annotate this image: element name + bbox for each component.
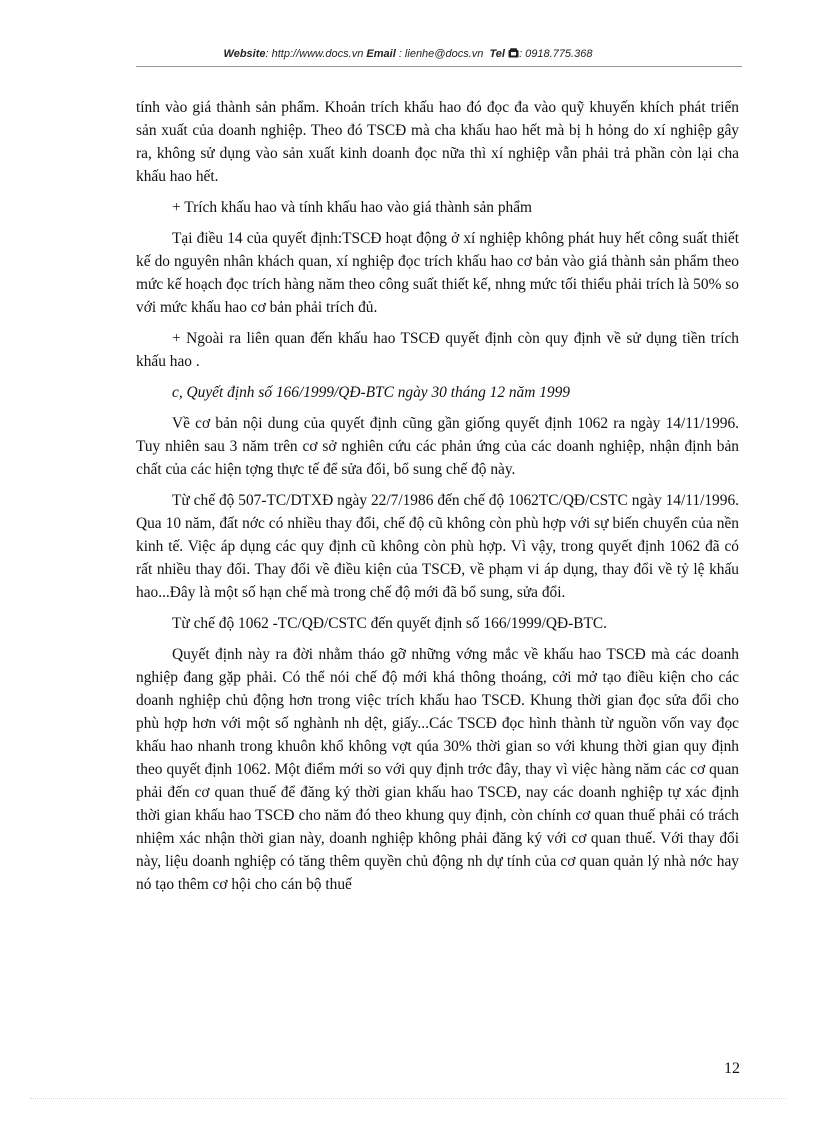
paragraph-article-14: Tại điều 14 của quyết định:TSCĐ hoạt động ở xí nghiệp không phát huy hết công suất thiết kế do nguyên nhân khách quan, xí nghiệp đọc trích khấu hao cơ bản vào giá thành sản phẩm theo mức kế hoạch đọc trích hàng năm theo công suất thiết kế, nhng mức tối thiểu phải trích là 50% so với mức khấu hao cơ bản phải trích đủ. [136,230,739,316]
paragraph-regime-transition: Từ chế độ 1062 -TC/QĐ/CSTC đến quyết định số 166/1999/QĐ-BTC. [172,615,607,632]
website-label: Website [223,48,266,60]
paragraph-decision-overview: Về cơ bản nội dung của quyết định cũng gần giống quyết định 1062 ra ngày 14/11/1996. Tuy nhiên sau 3 năm trên cơ sở nghiên cứu các phản ứng của các doanh nghiệp, nhận định bản chất của các hiện tợng thực tế để sửa đổi, bổ sung chế độ này. [136,415,739,478]
tel-number: : 0918.775.368 [519,48,593,60]
section-heading-decision-166: c, Quyết định số 166/1999/QĐ-BTC ngày 30 tháng 12 năm 1999 [172,384,570,401]
email-address: : lienhe@docs.vn [395,48,484,60]
footer-divider [30,1098,786,1099]
email-label: Email [366,48,396,60]
page-number: 12 [724,1060,740,1077]
bullet-depreciation-fund-use: + Ngoài ra liên quan đến khấu hao TSCĐ quyết định còn quy định về sử dụng tiền trích khấu hao . [136,330,739,370]
paragraph-regime-history: Từ chế độ 507-TC/DTXĐ ngày 22/7/1986 đến chế độ 1062TC/QĐ/CSTC ngày 14/11/1996. Qua 10 năm, đất nớc có nhiều thay đổi, chế độ cũ không còn phù hợp với sự biến chuyển của nền kinh tế. Việc áp dụng các quy định cũ không còn phù hợp. Vì vậy, trong quyết định 1062 đã có rất nhiều thay đổi. Thay đổi về điều kiện của TSCĐ, về phạm vi áp dụng, thay đổi về tỷ lệ khấu hao...Đây là một số hạn chế mà trong chế độ mới đã bổ sung, sửa đổi. [136,492,739,601]
phone-icon [508,48,519,58]
website-url: : http://www.docs.vn [265,48,364,60]
page-header [0,48,816,60]
paragraph-continuation: tính vào giá thành sản phẩm. Khoản trích khấu hao đó đọc đa vào quỹ khuyến khích phát triển sản xuất của doanh nghiệp. Theo đó TSCĐ mà cha khấu hao hết mà bị h hỏng do xí nghiệp gây ra, không sử dụng vào sản xuất kinh doanh đọc nữa thì xí nghiệp vẫn phải trả phần còn lại cha khấu hao hết. [136,99,739,185]
bullet-depreciation-in-cost: + Trích khấu hao và tính khấu hao vào giá thành sản phẩm [172,199,533,216]
header-divider [136,66,742,67]
document-body [136,96,739,904]
tel-label: Tel [489,48,505,60]
paragraph-decision-impact: Quyết định này ra đời nhằm tháo gỡ những vớng mắc về khấu hao TSCĐ mà các doanh nghiệp đang gặp phải. Có thể nói chế độ mới khá thông thoáng, cởi mở tạo điều kiện cho các doanh nghiệp chủ động hơn trong việc trích khấu hao TSCĐ. Khung thời gian đọc sửa đổi cho phù hợp hơn với một số nghành nh dệt, giấy...Các TSCĐ đọc hình thành từ nguồn vốn vay đọc khấu hao nhanh trong khuôn khổ không vợt qúa 30% thời gian so với khung thời gian quy định theo quyết định 1062. Một điểm mới so với quy định trớc đây, thay vì việc hàng năm các cơ quan phải đến cơ quan thuế để đăng ký thời gian khấu hao TSCĐ, nay các doanh nghiệp tự xác định thời gian khấu hao TSCĐ cho năm đó theo khung quy định, còn chính cơ quan thuế phải có trách nhiệm xác nhận thời gian này, doanh nghiệp không phải đăng ký với cơ quan thuế. Với thay đổi này, liệu doanh nghiệp có tăng thêm quyền chủ động nh dự tính của cơ quan quản lý nhà nớc hay nó tạo thêm cơ hội cho cán bộ thuế [136,646,739,893]
